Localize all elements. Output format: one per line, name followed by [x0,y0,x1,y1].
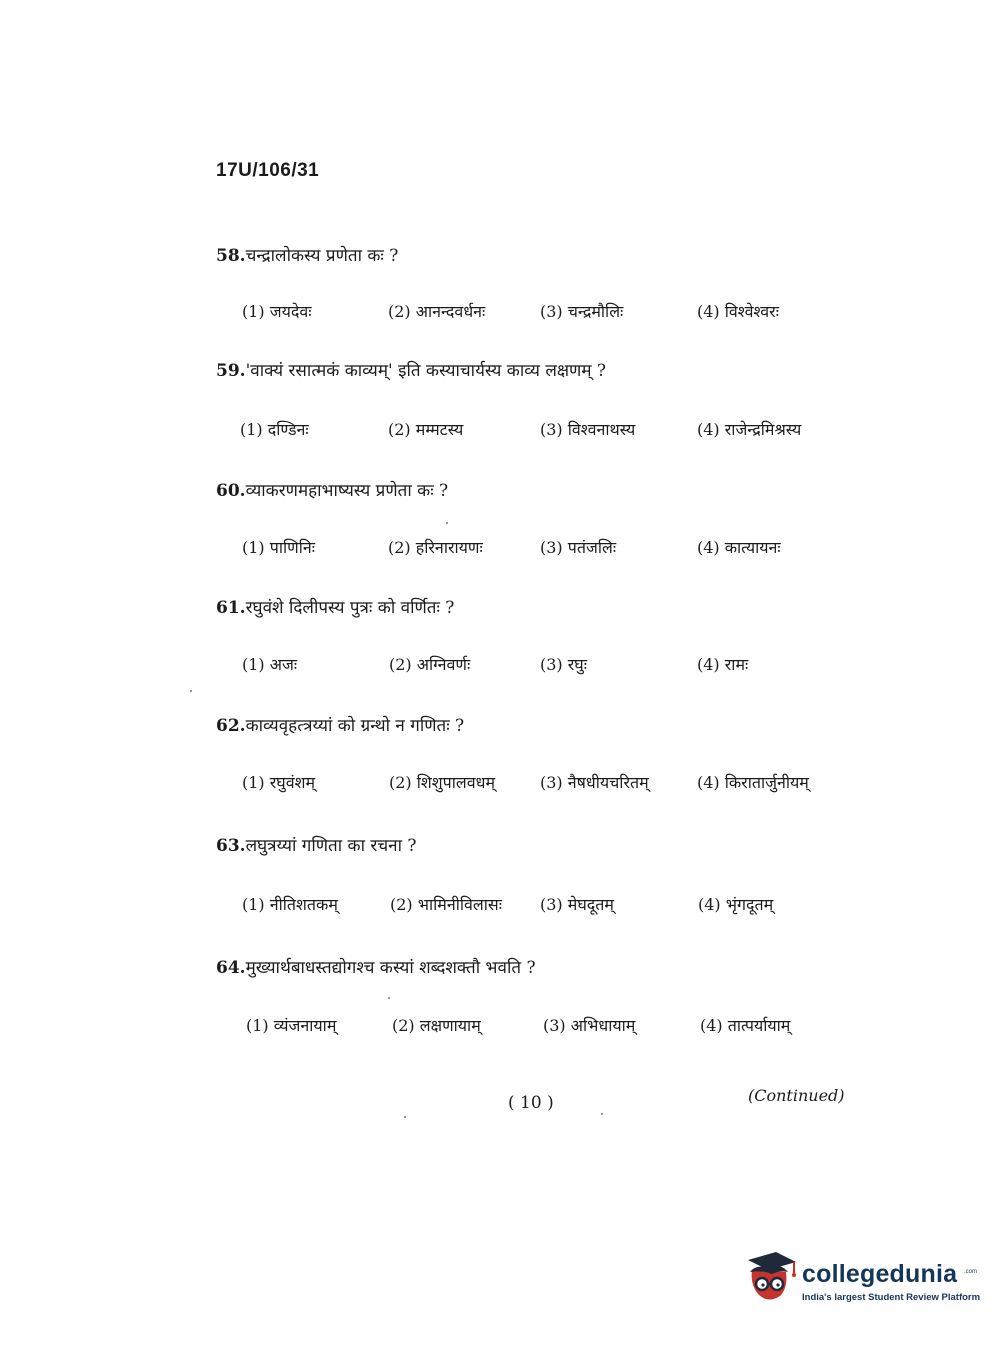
question-text: 'वाक्यं रसात्मकं काव्यम्' इति कस्याचार्यस्य काव्य लक्षणम् ? [245,361,607,381]
scan-speck [404,1116,406,1118]
option-1: (1) अजः [242,655,298,674]
option-2: (2) मम्मटस्य [388,420,464,439]
option-4: (4) कात्यायनः [697,538,781,557]
scan-speck [601,1113,603,1115]
option-4: (4) विश्वेश्वरः [697,302,779,321]
option-3: (3) अभिधायाम् [543,1016,636,1035]
question-61 [216,595,454,618]
option-3: (3) पतंजलिः [540,538,617,557]
option-3: (3) चन्द्रमौलिः [540,302,624,321]
option-4: (4) भृंगदूतम् [698,895,774,914]
question-58 [216,243,398,266]
option-2: (2) भामिनीविलासः [390,895,502,914]
option-3: (3) नैषधीयचरितम् [540,773,649,792]
option-4: (4) रामः [697,655,749,674]
option-2: (2) लक्षणायाम् [392,1016,481,1035]
question-number: 64. [216,958,246,978]
question-60 [216,478,448,501]
scan-speck [388,997,390,999]
options-60 [0,536,1001,566]
option-3: (3) विश्वनाथस्य [540,420,636,439]
page-number: ( 10 ) [508,1093,554,1113]
brand-suffix: .com [964,1269,978,1275]
option-1: (1) व्यंजनायाम् [246,1016,337,1035]
scan-speck [446,522,448,524]
question-number: 58. [216,246,246,266]
option-1: (1) दण्डिनः [240,420,309,439]
option-3: (3) रघुः [540,655,587,674]
question-text: लघुत्रय्यां गणिता का रचना ? [245,836,417,856]
options-62 [0,771,1001,801]
collegedunia-watermark [742,1250,981,1310]
brand-name: collegedunia [802,1260,958,1288]
brand-tagline: India's largest Student Review Platform [802,1292,981,1303]
question-number: 62. [216,716,246,736]
question-63 [216,833,417,856]
option-4: (4) राजेन्द्रमिश्रस्य [697,420,802,439]
question-64 [216,955,536,978]
question-text: चन्द्रालोकस्य प्रणेता कः ? [245,246,399,266]
option-3: (3) मेघदूतम् [540,895,614,914]
question-number: 61. [216,598,246,618]
options-59 [0,418,1001,448]
options-63 [0,893,1001,923]
scan-speck [190,690,192,692]
question-text: मुख्यार्थबाधस्तद्योगश्च कस्यां शब्दशक्तौ भवति ? [245,958,536,978]
option-2: (2) शिशुपालवधम् [389,773,496,792]
continued-label: (Continued) [748,1086,845,1105]
option-4: (4) किरातार्जुनीयम् [697,773,809,792]
question-text: व्याकरणमहाभाष्यस्य प्रणेता कः ? [245,481,449,501]
options-64 [0,1014,1001,1044]
question-59 [216,358,606,381]
question-text: काव्यवृहत्त्रय्यां को ग्रन्थो न गणितः ? [245,716,465,736]
question-number: 59. [216,361,246,381]
collegedunia-logo-icon [742,1250,798,1306]
question-number: 60. [216,481,246,501]
option-1: (1) पाणिनिः [242,538,315,557]
question-number: 63. [216,836,246,856]
option-1: (1) नीतिशतकम् [242,895,338,914]
options-61 [0,653,1001,683]
option-2: (2) आनन्दवर्धनः [388,302,486,321]
option-1: (1) रघुवंशम् [242,773,316,792]
options-58 [0,300,1001,330]
paper-code: 17U/106/31 [216,160,320,181]
option-1: (1) जयदेवः [242,302,312,321]
option-4: (4) तात्पर्यायाम् [700,1016,791,1035]
question-text: रघुवंशे दिलीपस्य पुत्रः को वर्णितः ? [245,598,455,618]
option-2: (2) हरिनारायणः [388,538,483,557]
option-2: (2) अग्निवर्णः [389,655,471,674]
question-62 [216,713,464,736]
